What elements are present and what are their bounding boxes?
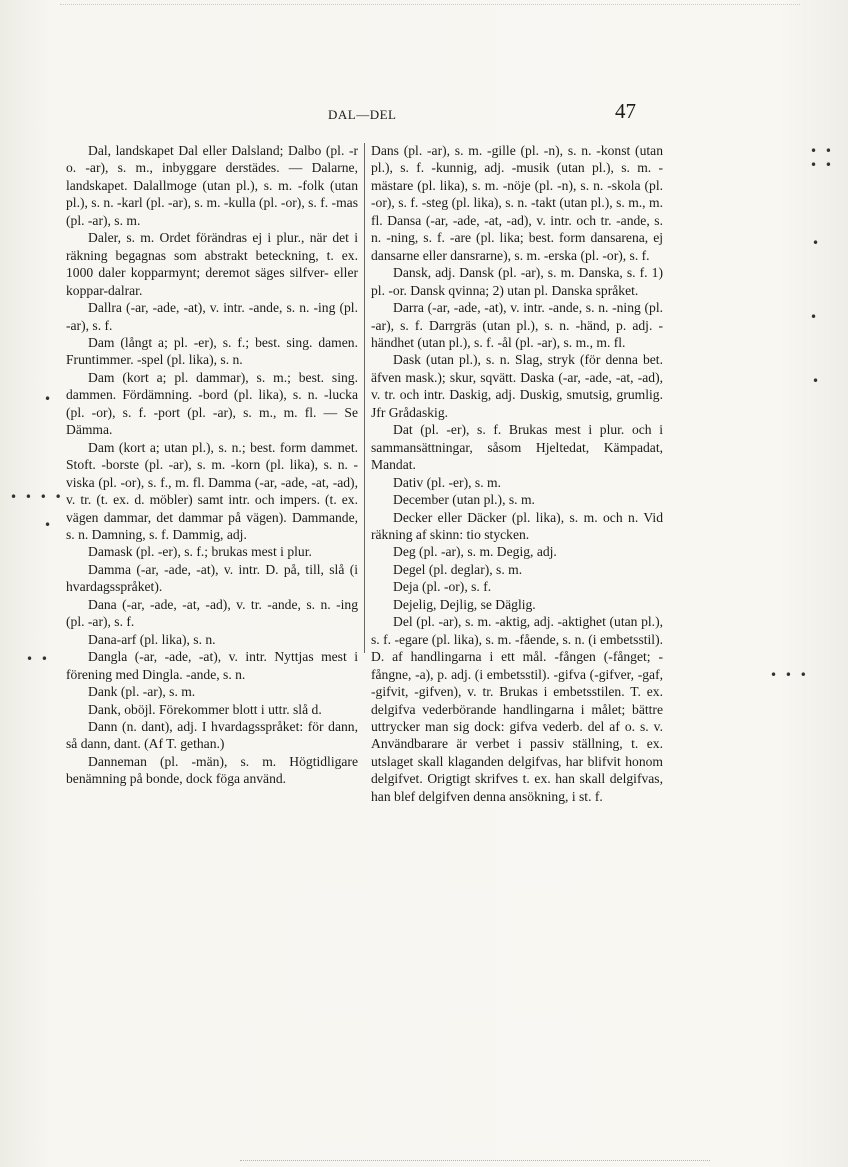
- entry-dam-lady: Dam (långt a; pl. -er), s. f.; best. sing. damen. Fruntimmer. -spel (pl. lika), s. n.: [66, 334, 358, 368]
- margin-mark-deg: • • •: [770, 668, 809, 682]
- entry-danneman: Danneman (pl. -män), s. m. Högtidligare benämning på bonde, dock föga använd.: [66, 753, 358, 787]
- left-column: [66, 142, 358, 788]
- page-header: [60, 99, 780, 127]
- entry-degel: Degel (pl. deglar), s. m.: [393, 561, 523, 577]
- entry-del: Del (pl. -ar), s. m. -aktig, adj. -aktighet (utan pl.), s. f. -egare (pl. lika), s. m. -fående, s. n. (i embetsstil). D. af handlingarna i ett mål. -fången (-fånget; -fångne, -a), p. adj. (i embetsstil). -gifva (-gifver, -gaf, -gifvit, -gifven), v. tr. Brukas i embetsstilen. T. ex. delgifva vederbörande handlingarna i målet; bättre uttrycker man sig dock: gifva vederb. del af o. s. v. Användbarare är verbet i passiv ställning, t. ex. utslaget skall klaganden delgifvas, har blifvit honom delgifvet. Origtigt skrifves t. ex. han skall delgifvas, han blef delgifven denna ansökning, i st. f.: [371, 614, 663, 804]
- entry-damma: Damma (-ar, -ade, -at), v. intr. D. på, till, slå (i hvardagsspråket).: [66, 561, 358, 595]
- entry-dangla: Dangla (-ar, -ade, -at), v. intr. Nyttjas mest i förening med Dingla. -ande, s. n.: [66, 649, 358, 682]
- entry-dank-noun: Dank (pl. -ar), s. m.: [88, 684, 196, 700]
- entry-dat: Dat (pl. -er), s. f. Brukas mest i plur. och i sammansättningar, såsom Hjeltedat, Kämpadat, Mandat.: [371, 422, 663, 473]
- entry-dativ: Dativ (pl. -er), s. m.: [393, 474, 501, 490]
- page-number: 47: [615, 99, 636, 123]
- top-edge-rule: [60, 4, 800, 6]
- entry-dam-dam: Dam (kort a; pl. dammar), s. m.; best. sing. dammen. Fördämning. -bord (pl. lika), s. n. -lucka (pl. -or), s. f. -port (pl. -ar), s. m., m. fl. — Se Dämma.: [66, 369, 358, 438]
- entry-dann: Dann (n. dant), adj. I hvardagsspråket: för dann, så dann, dant. (Af T. gethan.): [66, 718, 358, 752]
- margin-mark-dansk: •: [810, 310, 820, 324]
- entry-dal: Dal, landskapet Dal eller Dalsland; Dalbo (pl. -r o. -ar), s. m., inbyggare derstädes. — Dalarne, landskapet. Dalallmoge (utan pl.), s. m. -folk (utan pl.), s. n. -karl (pl. -ar), s. m. -kulla (pl. -or), s. f. -mas (pl. -ar), s. m.: [66, 143, 358, 228]
- entry-daler: Daler, s. m. Ordet förändras ej i plur., när det i räkning begagnas som abstrakt beteckning, t. ex. 1000 daler kopparmynt; deremot säges silfver- eller koppar-dalrar.: [66, 230, 358, 298]
- entry-dam-dust: Dam (kort a; utan pl.), s. n.; best. form dammet. Stoft. -borste (pl. -ar), s. m. -korn (pl. lika), s. n. -viska (pl. -or), s. f., m. fl. Damma (-ar, -ade, -at, -ad), v. tr. (t. ex. d. möbler) samt intr. och impers. (t. ex. vägen dammar, det dammar på vägen). Dammande, s. n. Damning, s. f. Dammig, adj.: [66, 439, 358, 542]
- entry-decker: Decker eller Däcker (pl. lika), s. m. och n. Vid räkning af skinn: tio stycken.: [371, 509, 663, 542]
- entry-damask: Damask (pl. -er), s. f.; brukas mest i plur.: [88, 544, 312, 560]
- right-column: [371, 142, 663, 805]
- margin-mark-dam-dam: • • • •: [10, 490, 64, 504]
- running-head: DAL—DEL: [328, 107, 397, 122]
- entry-deja: Deja (pl. -or), s. f.: [393, 579, 492, 595]
- entry-dans: Dans (pl. -ar), s. m. -gille (pl. -n), s. n. -konst (utan pl.), s. f. -kunnig, adj. -musik (utan pl.), s. m. -mästare (pl. lika), s. m. -nöje (pl. -n), s. n. -skola (pl. -or), s. f. -steg (pl. lika), s. n. -takt (utan pl.), s. m., m. fl. Dansa (-ar, -ade, -at, -ad), v. intr. och tr. -ande, s. n. -ning, s. f. -are (pl. lika; best. form dansarena, ej dansarne eller dansrarne), s. m. -erska (pl. -or), s. f.: [371, 143, 663, 263]
- margin-mark-dam-lady: •: [44, 392, 54, 406]
- entry-dallra: Dallra (-ar, -ade, -at), v. intr. -ande, s. n. -ing (pl. -ar), s. f.: [66, 300, 358, 333]
- entry-dejelig: Dejelig, Dejlig, se Däglig.: [393, 596, 536, 612]
- entry-deg: Deg (pl. -ar), s. m. Degig, adj.: [393, 544, 557, 560]
- entry-dask: Dask (utan pl.), s. n. Slag, stryk (för denna bet. äfven mask.); skur, sqvätt. Daska (-ar, -ade, -at, -ad), v. tr. och intr. Daskig, adj. Duskig, smutsig, grumlig. Jfr Grådaskig.: [371, 352, 663, 420]
- entry-december: December (utan pl.), s. m.: [393, 492, 535, 508]
- entry-darra: Darra (-ar, -ade, -at), v. intr. -ande, s. n. -ning (pl. -ar), s. f. Darrgräs (utan pl.), s. n. -händ, p. adj. -händhet (utan pl.), s. f. -ål (pl. -ar), s. m., m. fl.: [371, 300, 663, 350]
- bottom-edge-rule: [240, 1160, 710, 1162]
- margin-mark-dam-dust: •: [44, 518, 54, 532]
- entry-dansk: Dansk, adj. Dansk (pl. -ar), s. m. Danska, s. f. 1) pl. -or. Dansk qvinna; 2) utan pl. Danska språket.: [371, 265, 663, 298]
- entry-dana: Dana (-ar, -ade, -at, -ad), v. tr. -ande, s. n. -ing (pl. -ar), s. f.: [66, 596, 358, 630]
- entry-dana-arf: Dana-arf (pl. lika), s. n.: [88, 631, 216, 647]
- margin-mark-damning: • •: [26, 652, 50, 666]
- entry-dank: Dank, oböjl. Förekommer blott i uttr. slå d.: [88, 701, 322, 717]
- column-divider: [364, 143, 365, 653]
- margin-mark-dans: • • • •: [810, 144, 834, 172]
- margin-mark-darra: •: [812, 374, 822, 388]
- margin-mark-dansa: •: [812, 236, 822, 250]
